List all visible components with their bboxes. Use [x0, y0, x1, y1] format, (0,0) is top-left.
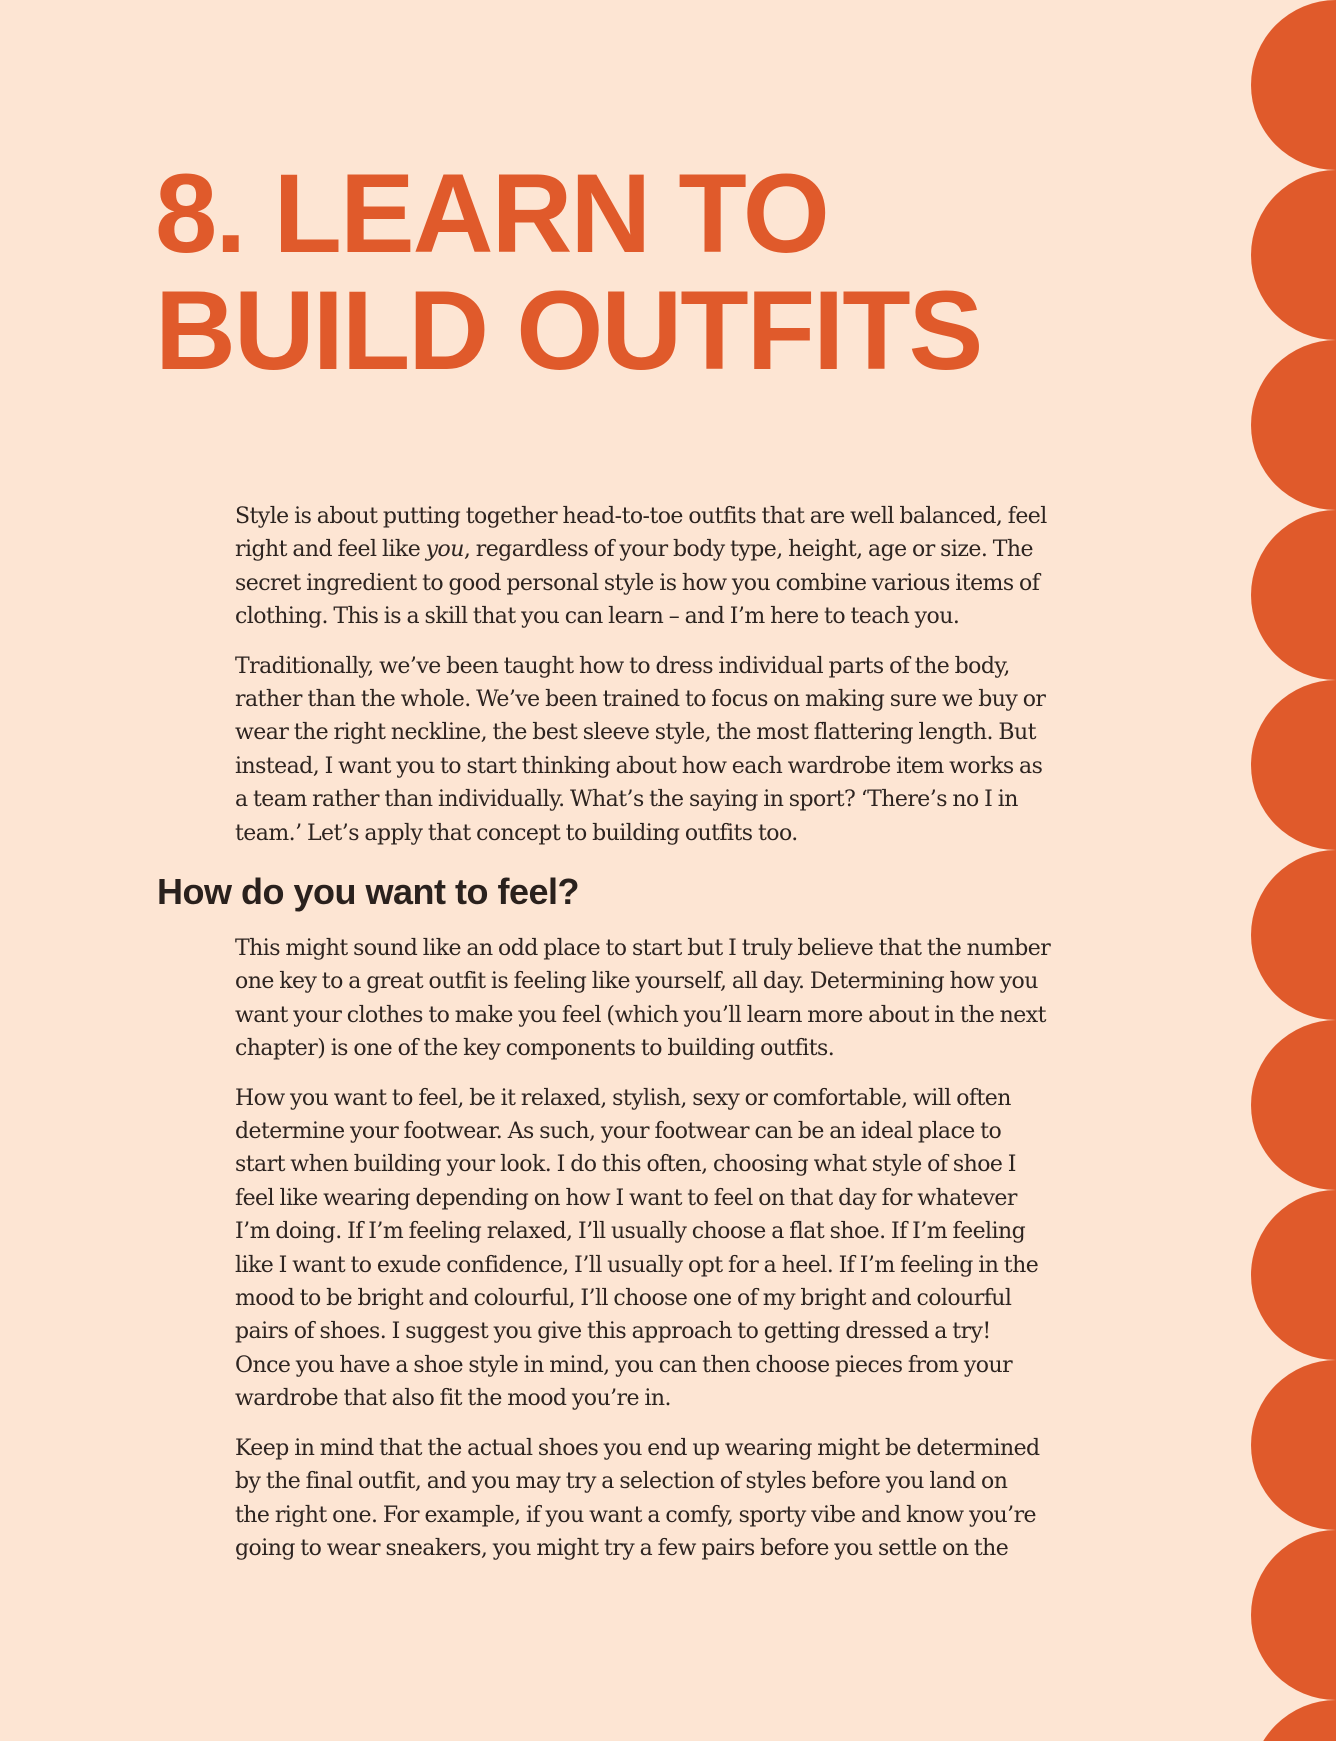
scallop-shape — [1251, 340, 1336, 510]
text-line: Keep in mind that the actual shoes you end up wearing might be determined — [235, 1435, 1040, 1461]
scallop-shape — [1251, 1020, 1336, 1190]
text-line: by the final outfit, and you may try a selection of styles before you land on — [235, 1469, 1008, 1495]
text-line: Once you have a shoe style in mind, you can then choose pieces from your — [235, 1352, 1013, 1378]
text-line: clothing. This is a skill that you can learn – and I’m here to teach you. — [235, 604, 960, 630]
text-line: This might sound like an odd place to start but I truly believe that the number — [235, 936, 1051, 961]
scallop-shape — [1251, 680, 1336, 850]
text-line: Style is about putting together head-to-toe outfits that are well balanced, feel — [235, 504, 1047, 529]
intro-text — [235, 500, 1190, 866]
scallop-shape — [1251, 850, 1336, 1020]
chapter-title — [155, 151, 982, 393]
text-line: secret ingredient to good personal style is how you combine various items of — [235, 570, 1040, 596]
text-line: Traditionally, we’ve been taught how to dress individual parts of the body, — [235, 653, 1010, 679]
text-line: wear the right neckline, the best sleeve style, the most flattering length. But — [235, 720, 1036, 746]
body-paragraph — [235, 1082, 1190, 1416]
section-heading: How do you want to feel? — [157, 871, 579, 912]
scallop-shape — [1251, 510, 1336, 680]
text-line — [235, 533, 1190, 566]
scallop-shape — [1251, 1530, 1336, 1700]
scalloped-border — [1246, 0, 1336, 1741]
text-line: instead, I want you to start thinking about how each wardrobe item works as — [235, 753, 1043, 779]
text-line: rather than the whole. We’ve been trained to focus on making sure we buy or — [235, 687, 1046, 713]
scallop-shape — [1251, 1700, 1336, 1741]
body-paragraph — [235, 650, 1190, 850]
scallop-shape — [1251, 1190, 1336, 1360]
text-line: start when building your look. I do this often, choosing what style of shoe I — [235, 1152, 1016, 1178]
text-line: a team rather than individually. What’s the saying in sport? ‘There’s no I in — [235, 787, 1018, 813]
text-line: want your clothes to make you feel (which you’ll learn more about in the next — [235, 1002, 1046, 1028]
text-line: mood to be bright and colourful, I’ll choose one of my bright and colourful — [235, 1286, 1012, 1312]
body-paragraph — [235, 1432, 1190, 1566]
body-paragraph — [235, 932, 1190, 1066]
emphasis-text: you — [425, 537, 464, 563]
text-line: determine your footwear. As such, your footwear can be an ideal place to — [235, 1119, 1002, 1145]
text-run: right and feel like — [235, 537, 426, 563]
section-text — [235, 932, 1190, 1581]
scallop-shape — [1251, 1360, 1336, 1530]
text-line: one key to a great outfit is feeling like yourself, all day. Determining how you — [235, 969, 1038, 995]
text-line: pairs of shoes. I suggest you give this approach to getting dressed a try! — [235, 1319, 991, 1345]
text-line: feel like wearing depending on how I want to feel on that day for whatever — [235, 1185, 1017, 1211]
text-run: , regardless of your body type, height, age or size. The — [463, 537, 1033, 563]
scallop-shape — [1251, 170, 1336, 340]
scallop-shape — [1251, 0, 1336, 170]
text-line: going to wear sneakers, you might try a few pairs before you settle on the — [235, 1535, 1009, 1561]
text-line: How you want to feel, be it relaxed, stylish, sexy or comfortable, will often — [235, 1085, 1011, 1111]
text-line: wardrobe that also fit the mood you’re in. — [235, 1386, 671, 1412]
chapter-title-line-1: 8. LEARN TO — [155, 151, 828, 276]
body-paragraph — [235, 500, 1190, 634]
text-line: team.’ Let’s apply that concept to building outfits too. — [235, 820, 798, 846]
chapter-title-line-2: BUILD OUTFITS — [155, 268, 982, 393]
text-line: like I want to exude confidence, I’ll usually opt for a heel. If I’m feeling in the — [235, 1252, 1039, 1278]
text-line: chapter) is one of the key components to building outfits. — [235, 1036, 835, 1062]
text-line: I’m doing. If I’m feeling relaxed, I’ll usually choose a flat shoe. If I’m feeling — [235, 1219, 1026, 1245]
text-line: the right one. For example, if you want a comfy, sporty vibe and know you’re — [235, 1502, 1037, 1528]
